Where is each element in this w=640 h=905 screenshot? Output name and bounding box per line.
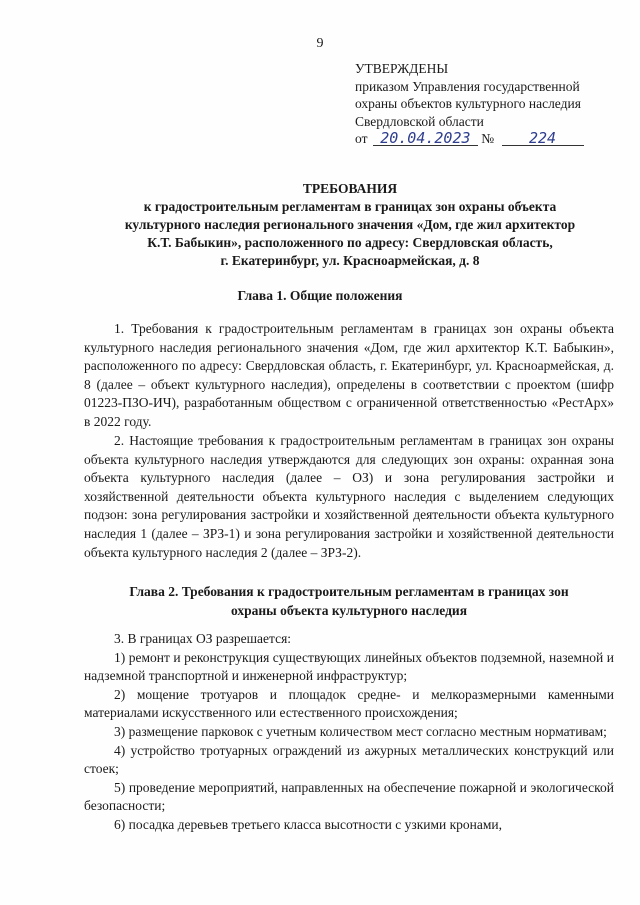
title-line: г. Екатеринбург, ул. Красноармейская, д. 8	[220, 253, 480, 268]
permitted-activities-list	[84, 630, 614, 835]
title-line: ТРЕБОВАНИЯ	[302, 181, 398, 196]
title-line: культурного наследия регионального значения «Дом, где жил архитектор	[124, 217, 576, 232]
page-number: 9	[316, 36, 324, 51]
title-line: К.Т. Бабыкин», расположенного по адресу: Свердловская область,	[147, 235, 553, 250]
chapter-2-line: охраны объекта культурного наследия	[230, 603, 468, 618]
approval-stamp	[355, 60, 635, 148]
list-item: 6) посадка деревьев третьего класса высотности с узкими кронами,	[114, 816, 503, 832]
chapter-1-heading: Глава 1. Общие положения	[237, 288, 403, 303]
document-title	[60, 180, 640, 270]
from-label: от	[355, 131, 368, 146]
paragraph-2	[84, 432, 614, 562]
title-line: к градостроительным регламентам в границах зон охраны объекта	[143, 199, 557, 214]
list-item: 3) размещение парковок с учетным количеством мест согласно местным нормативам;	[114, 723, 607, 739]
paragraph-text: 2. Настоящие требования к градостроительным регламентам в границах зон охраны объекта культурного наследия утверждаются для следующих зон охраны: охранная зона объекта культурного наследия (далее – ОЗ) и зона регулирования застройки и хозяйственной деятельности объекта культурного наследия с выделением следующих подзон: зона регулирования застройки и хозяйственной деятельности объекта культурного наследия 1 (далее – ЗРЗ-1) и зона регулирования застройки и хозяйственной деятельности объекта культурного наследия 2 (далее – ЗРЗ-2).	[84, 433, 614, 560]
list-item: 5) проведение мероприятий, направленных на обеспечение пожарной и экологической безопасности;	[84, 779, 614, 814]
approval-line: приказом Управления государственной	[355, 78, 580, 94]
paragraph-1	[84, 320, 614, 432]
approval-heading: УТВЕРЖДЕНЫ	[355, 61, 449, 76]
number-label: №	[481, 131, 495, 146]
handwritten-date: 20.04.2023	[373, 131, 478, 146]
handwritten-number: 224	[502, 131, 584, 146]
list-item: 2) мощение тротуаров и площадок средне- и мелкоразмерными каменными материалами искусственного или естественного происхождения;	[84, 686, 614, 721]
list-item: 4) устройство тротуарных ограждений из ажурных металлических конструкций или стоек;	[84, 742, 614, 777]
chapter-2-heading	[84, 582, 614, 620]
approval-date-number-line	[355, 130, 635, 148]
paragraph-text: 1. Требования к градостроительным регламентам в границах зон охраны объекта культурного наследия регионального значения «Дом, где жил архитектор К.Т. Бабыкин», расположенного по адресу: Свердловская область, г. Екатеринбург, ул. Красноармейская, д. 8 (далее – объект культурного наследия), определены в соответствии с проектом (шифр 01223-ПЗО-ИЧ), разработанным обществом с ограниченной ответственностью «РестАрх» в 2022 году.	[84, 321, 614, 429]
list-intro: 3. В границах ОЗ разрешается:	[114, 631, 292, 646]
approval-line: охраны объектов культурного наследия	[355, 96, 581, 111]
list-item: 1) ремонт и реконструкция существующих линейных объектов подземной, наземной и надземной транспортной и инженерной инфраструктур;	[84, 649, 614, 684]
approval-line: Свердловской области	[355, 113, 484, 129]
chapter-2-line: Глава 2. Требования к градостроительным регламентам в границах зон	[129, 584, 569, 599]
